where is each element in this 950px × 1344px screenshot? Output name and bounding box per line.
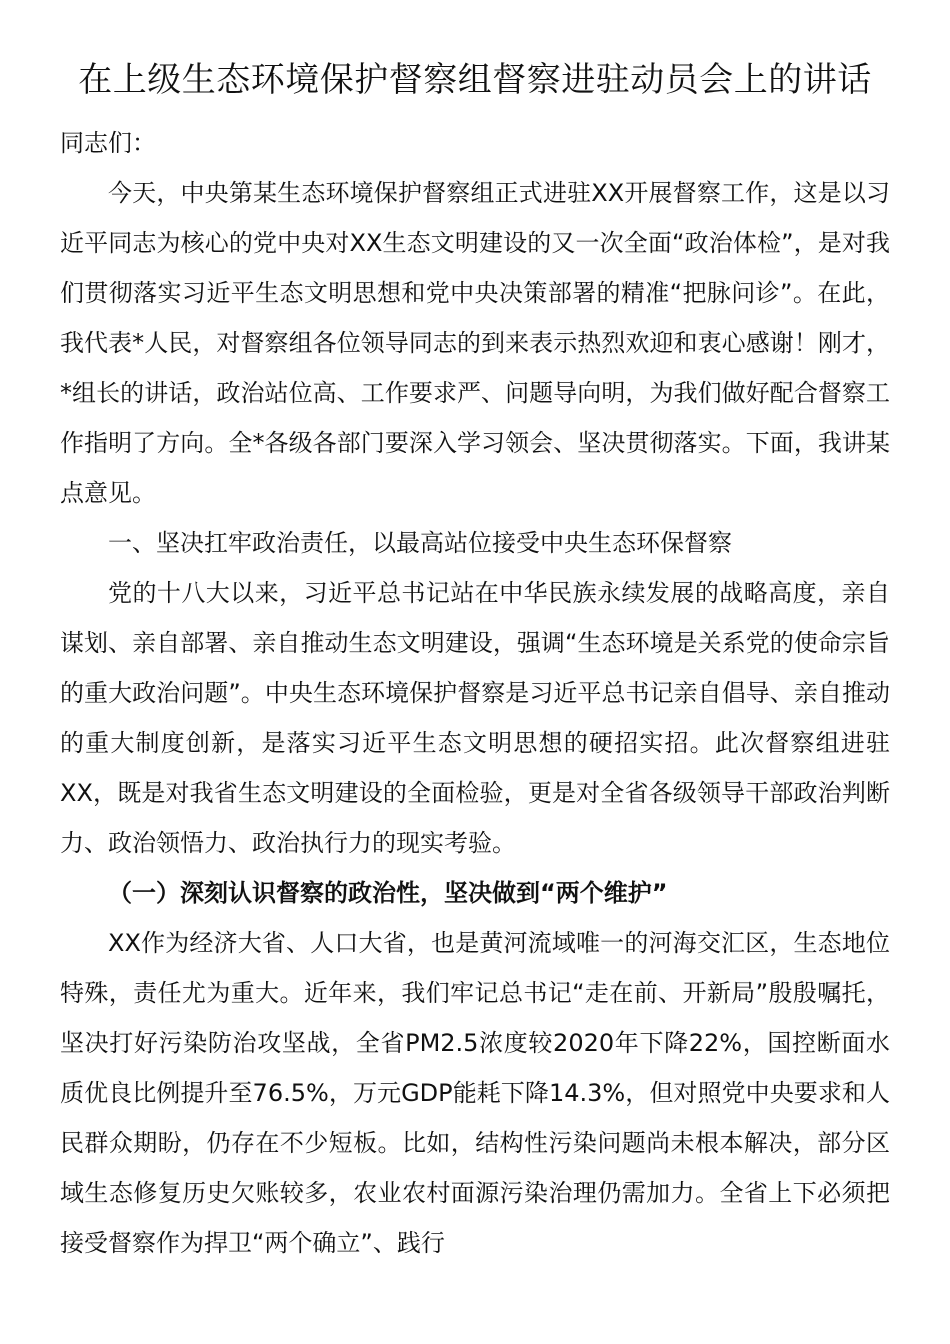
subsection-heading-1: （一）深刻认识督察的政治性，坚决做到“两个维护”	[108, 879, 668, 907]
paragraph-subsection-1: XX作为经济大省、人口大省，也是黄河流域唯一的河海交汇区，生态地位特殊，责任尤为重大。近年来，我们牢记总书记“走在前、开新局”殷殷嘱托，坚决打好污染防治攻坚战，全省PM2.5浓度较2020年下降22%，国控断面水质优良比例提升至76.5%，万元GDP能耗下降14.3%，但对照党中央要求和人民群众期盼，仍存在不少短板。比如，结构性污染问题尚未根本解决，部分区域生态修复历史欠账较多，农业农村面源污染治理仍需加力。全省上下必须把接受督察作为捍卫“两个确立”、践行	[60, 929, 890, 1257]
salutation: 同志们：	[60, 129, 156, 157]
document-title: 在上级生态环境保护督察组督察进驻动员会上的讲话	[78, 60, 872, 100]
section-heading-1: 一、坚决扛牢政治责任，以最高站位接受中央生态环保督察	[108, 529, 732, 557]
paragraph-section-1: 党的十八大以来，习近平总书记站在中华民族永续发展的战略高度，亲自谋划、亲自部署、亲自推动生态文明建设，强调“生态环境是关系党的使命宗旨的重大政治问题”。中央生态环境保护督察是习近平总书记亲自倡导、亲自推动的重大制度创新，是落实习近平生态文明思想的硬招实招。此次督察组进驻XX，既是对我省生态文明建设的全面检验，更是对全省各级领导干部政治判断力、政治领悟力、政治执行力的现实考验。	[60, 579, 890, 857]
document-body	[60, 118, 890, 1268]
paragraph-opening: 今天，中央第某生态环境保护督察组正式进驻XX开展督察工作，这是以习近平同志为核心的党中央对XX生态文明建设的又一次全面“政治体检”，是对我们贯彻落实习近平生态文明思想和党中央决策部署的精准“把脉问诊”。在此，我代表*人民，对督察组各位领导同志的到来表示热烈欢迎和衷心感谢！刚才，*组长的讲话，政治站位高、工作要求严、问题导向明，为我们做好配合督察工作指明了方向。全*各级各部门要深入学习领会、坚决贯彻落实。下面，我讲某点意见。	[60, 179, 890, 507]
